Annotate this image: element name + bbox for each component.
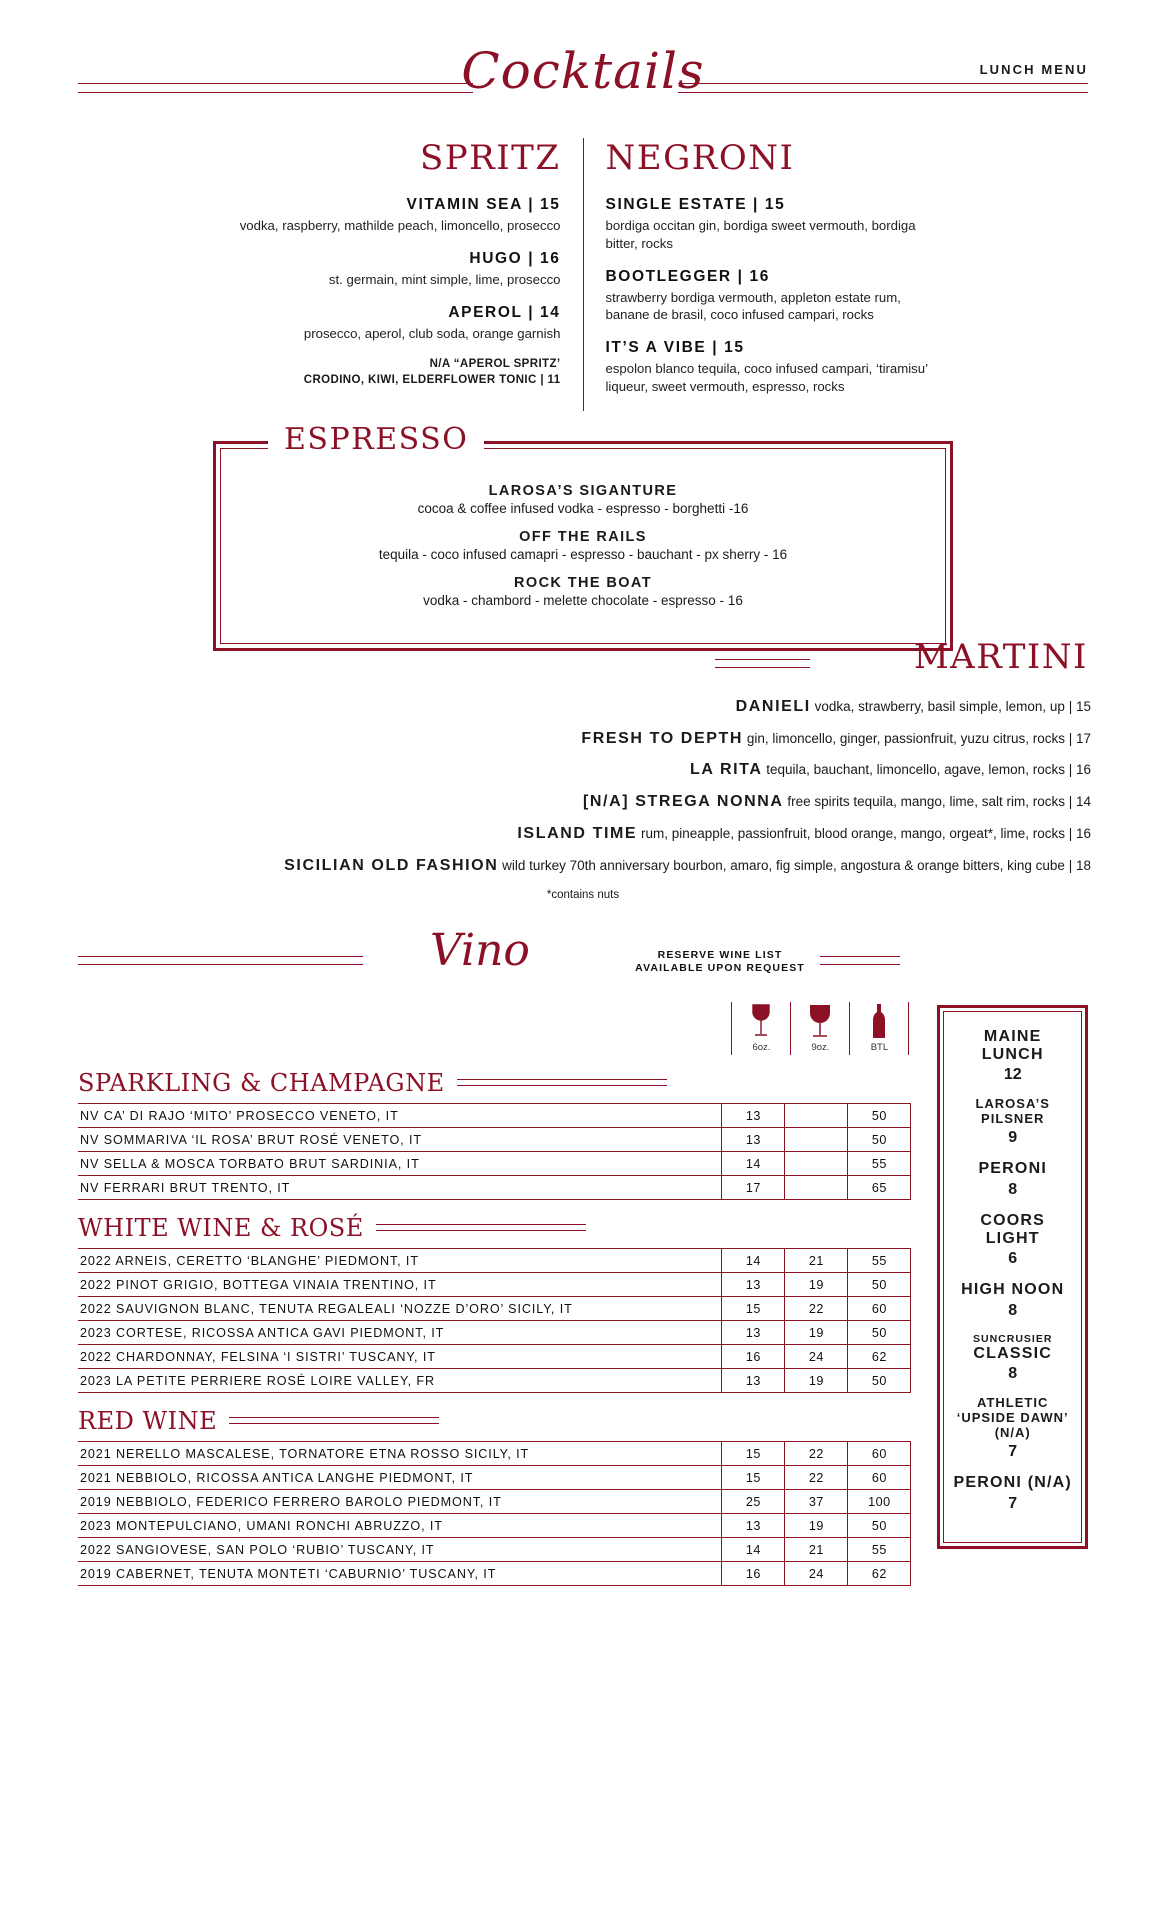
espresso-item (241, 529, 925, 562)
beer-price: 12 (1003, 1066, 1022, 1084)
wine-name: 2022 PINOT GRIGIO, BOTTEGA VINAIA TRENTINO, IT (78, 1272, 722, 1296)
price-6oz: 15 (722, 1441, 785, 1465)
wine-name: 2023 MONTEPULCIANO, UMANI RONCHI ABRUZZO, IT (78, 1513, 722, 1537)
drink-item (606, 196, 936, 253)
table-row (78, 1127, 911, 1151)
price-6oz: 13 (722, 1368, 785, 1392)
price-6oz: 14 (722, 1248, 785, 1272)
beer-name: MAINE LUNCH (981, 1027, 1044, 1064)
martini-price: | 17 (1068, 730, 1091, 746)
price-btl: 55 (848, 1537, 911, 1561)
drink-desc: strawberry bordiga vermouth, appleton estate rum, banane de brasil, coco infused campari, rocks (605, 289, 901, 323)
beer-name: PERONI (N/A) (953, 1474, 1072, 1492)
drink-item (606, 268, 936, 325)
espresso-desc: vodka - chambord - melette chocolate - espresso - 16 (423, 592, 743, 608)
martini-footnote: *contains nuts (546, 888, 620, 901)
six-oz-column-header (731, 1002, 790, 1055)
price-6oz: 14 (722, 1537, 785, 1561)
drink-desc: st. germain, mint simple, lime, prosecco (328, 271, 561, 287)
price-9oz: 19 (785, 1513, 848, 1537)
price-btl: 50 (848, 1368, 911, 1392)
martini-price: | 18 (1068, 857, 1091, 873)
beer-name: SUNCRUSIER (972, 1332, 1053, 1345)
martini-price: | 15 (1068, 698, 1091, 714)
wine-name: 2022 SANGIOVESE, SAN POLO ‘RUBIO’ TUSCANY, IT (78, 1537, 722, 1561)
table-row (78, 1368, 911, 1392)
price-9oz (785, 1127, 848, 1151)
price-btl: 50 (848, 1103, 911, 1127)
table-row (78, 1465, 911, 1489)
beer-price: 8 (1008, 1180, 1018, 1198)
beer-price: 9 (1008, 1129, 1018, 1147)
price-6oz: 16 (722, 1561, 785, 1585)
beer-item (952, 1160, 1073, 1198)
drink-desc: bordiga occitan gin, bordiga sweet vermouth, bordiga bitter, rocks (605, 218, 916, 251)
section-flourish (376, 1224, 586, 1231)
wine-glass-small-icon (732, 1002, 790, 1042)
price-6oz: 16 (722, 1344, 785, 1368)
espresso-item (241, 575, 925, 608)
price-btl: 62 (848, 1344, 911, 1368)
drink-item (231, 250, 561, 289)
price-btl: 50 (848, 1513, 911, 1537)
beer-name: CLASSIC (973, 1344, 1053, 1362)
price-6oz: 13 (722, 1513, 785, 1537)
reserve-note-line1: RESERVE WINE LIST (657, 948, 783, 961)
martini-header (0, 635, 1166, 683)
martini-item (75, 856, 1091, 877)
wine-section-title-text: SPARKLING & CHAMPAGNE (78, 1068, 445, 1097)
spritz-heading: SPRITZ (419, 138, 561, 178)
beer-item (952, 1474, 1073, 1512)
drink-desc: prosecco, aperol, club soda, orange garnish (303, 325, 561, 341)
wine-name: NV SOMMARIVA ‘IL ROSA’ BRUT ROSÉ VENETO, IT (78, 1127, 722, 1151)
martini-price: | 16 (1068, 762, 1091, 778)
martini-desc: tequila, bauchant, limoncello, agave, lemon, rocks (766, 762, 1065, 778)
martini-desc: gin, limoncello, ginger, passionfruit, yuzu citrus, rocks (746, 730, 1065, 746)
price-btl: 65 (848, 1175, 911, 1199)
espresso-item (241, 483, 925, 516)
martini-heading: MARTINI (913, 636, 1088, 677)
drink-name: APEROL | 14 (448, 303, 561, 321)
negroni-column (584, 138, 958, 411)
page-header (0, 0, 1166, 120)
martini-name: SICILIAN OLD FASHION (284, 856, 499, 874)
price-6oz: 13 (722, 1320, 785, 1344)
beer-name: PERONI (978, 1160, 1047, 1178)
price-btl: 55 (848, 1151, 911, 1175)
wine-name: 2023 LA PETITE PERRIERE ROSÉ LOIRE VALLEY, FR (78, 1368, 722, 1392)
reserve-note-line2: AVAILABLE UPON REQUEST (635, 962, 805, 975)
wine-name: NV CA’ DI RAJO ‘MITO’ PROSECCO VENETO, IT (78, 1103, 722, 1127)
cocktail-columns (0, 138, 1166, 411)
wine-list (78, 993, 911, 1586)
price-btl: 60 (848, 1296, 911, 1320)
price-9oz: 22 (785, 1296, 848, 1320)
martini-desc: free spirits tequila, mango, lime, salt rim, rocks (787, 794, 1065, 810)
price-6oz: 25 (722, 1489, 785, 1513)
table-row (78, 1513, 911, 1537)
drink-name: IT’S A VIBE | 15 (605, 339, 745, 357)
drink-item (231, 304, 561, 343)
espresso-desc: tequila - coco infused camapri - espresso - bauchant - px sherry - 16 (378, 546, 788, 562)
wine-name: 2022 CHARDONNAY, FELSINA ‘I SISTRI’ TUSCANY, IT (78, 1344, 722, 1368)
beer-item (952, 1281, 1073, 1319)
wine-name: 2021 NERELLO MASCALESE, TORNATORE ETNA ROSSO SICILY, IT (78, 1441, 722, 1465)
martini-rule (715, 659, 810, 668)
beer-item (952, 1212, 1073, 1269)
beer-price: 8 (1008, 1301, 1018, 1319)
martini-item (75, 760, 1091, 781)
table-row (78, 1320, 911, 1344)
drink-desc: espolon blanco tequila, coco infused campari, ‘tiramisu’ liqueur, sweet vermouth, espresso, rocks (605, 361, 928, 395)
martini-desc: wild turkey 70th anniversary bourbon, amaro, fig simple, angostura & orange bitters, king cube (502, 857, 1065, 873)
price-9oz: 21 (785, 1537, 848, 1561)
martini-desc: rum, pineapple, passionfruit, blood orange, mango, orgeat*, lime, rocks (640, 826, 1065, 842)
price-9oz: 37 (785, 1489, 848, 1513)
price-6oz: 15 (722, 1296, 785, 1320)
wine-section-heading (78, 1407, 911, 1435)
price-9oz: 19 (785, 1272, 848, 1296)
table-row (78, 1272, 911, 1296)
beer-price: 6 (1008, 1250, 1018, 1268)
wine-name: 2022 ARNEIS, CERETTO ‘BLANGHE’ PIEDMONT, IT (78, 1248, 722, 1272)
price-9oz: 19 (785, 1368, 848, 1392)
martini-desc: vodka, strawberry, basil simple, lemon, up (814, 698, 1065, 714)
price-btl: 62 (848, 1561, 911, 1585)
price-btl: 55 (848, 1248, 911, 1272)
martini-item (75, 697, 1091, 718)
beer-item (952, 1396, 1073, 1461)
negroni-heading: NEGRONI (605, 138, 795, 178)
vino-title: Vino (430, 924, 530, 976)
spritz-column (209, 138, 584, 411)
price-9oz: 19 (785, 1320, 848, 1344)
wine-section-title-text: WHITE WINE & ROSÉ (78, 1213, 364, 1242)
price-9oz: 22 (785, 1441, 848, 1465)
martini-list (0, 697, 1166, 877)
table-row (78, 1296, 911, 1320)
table-row (78, 1489, 911, 1513)
price-6oz: 13 (722, 1127, 785, 1151)
price-9oz: 24 (785, 1344, 848, 1368)
espresso-name: LAROSA’S SIGANTURE (488, 482, 678, 499)
drink-desc: vodka, raspberry, mathilde peach, limoncello, prosecco (239, 218, 561, 233)
vino-header (0, 923, 1166, 993)
martini-item (75, 824, 1091, 845)
beer-name: HIGH NOON (961, 1281, 1065, 1299)
martini-price: | 16 (1068, 826, 1091, 842)
wine-section-heading (78, 1214, 911, 1242)
table-row (78, 1175, 911, 1199)
price-btl: 50 (848, 1272, 911, 1296)
drink-name: VITAMIN SEA | 15 (406, 196, 561, 213)
beer-item (952, 1097, 1073, 1147)
espresso-box (213, 421, 953, 651)
nine-oz-label: 9oz. (811, 1041, 830, 1053)
price-9oz (785, 1151, 848, 1175)
wine-price-headers (78, 993, 911, 1055)
beer-name: COORS LIGHT (980, 1211, 1046, 1248)
vino-rule-left (78, 956, 363, 965)
white-wine-table (78, 1248, 911, 1393)
six-oz-label: 6oz. (752, 1041, 771, 1053)
wine-area (0, 993, 1166, 1586)
table-row (78, 1561, 911, 1585)
beer-price: 7 (1008, 1443, 1018, 1461)
beer-price: 8 (1008, 1365, 1018, 1383)
wine-name: NV SELLA & MOSCA TORBATO BRUT SARDINIA, IT (78, 1151, 722, 1175)
vino-rule-right (820, 956, 900, 965)
price-9oz (785, 1103, 848, 1127)
martini-name: ISLAND TIME (517, 825, 638, 843)
price-9oz (785, 1175, 848, 1199)
espresso-heading: ESPRESSO (268, 422, 484, 457)
table-row (78, 1441, 911, 1465)
martini-name: LA RITA (689, 761, 763, 779)
spritz-na-line1: N/A “APEROL SPRITZ’ (429, 358, 561, 371)
price-6oz: 14 (722, 1151, 785, 1175)
price-btl: 60 (848, 1441, 911, 1465)
drink-item (606, 339, 936, 396)
spritz-na-line2: CRODINO, KIWI, ELDERFLOWER TONIC | 11 (303, 373, 561, 386)
beer-item (952, 1028, 1073, 1085)
wine-name: 2019 NEBBIOLO, FEDERICO FERRERO BAROLO PIEDMONT, IT (78, 1489, 722, 1513)
wine-name: NV FERRARI BRUT TRENTO, IT (78, 1175, 722, 1199)
wine-bottle-icon (850, 1002, 908, 1042)
drink-name: HUGO | 16 (469, 249, 561, 267)
reserve-wine-note (630, 949, 810, 976)
price-btl: 50 (848, 1127, 911, 1151)
wine-name: 2023 CORTESE, RICOSSA ANTICA GAVI PIEDMONT, IT (78, 1320, 722, 1344)
price-6oz: 13 (722, 1272, 785, 1296)
price-9oz: 24 (785, 1561, 848, 1585)
bottle-column-header (849, 1002, 909, 1055)
table-row (78, 1103, 911, 1127)
martini-price: | 14 (1068, 794, 1091, 810)
wine-section-title-text: RED WINE (78, 1406, 218, 1435)
drink-name: BOOTLEGGER | 16 (605, 267, 770, 285)
spritz-na-block (231, 357, 561, 388)
martini-name: DANIELI (735, 697, 811, 715)
table-row (78, 1537, 911, 1561)
table-row (78, 1344, 911, 1368)
espresso-inner (220, 448, 946, 644)
wine-glass-large-icon (791, 1002, 849, 1042)
price-9oz: 22 (785, 1465, 848, 1489)
wine-name: 2021 NEBBIOLO, RICOSSA ANTICA LANGHE PIEDMONT, IT (78, 1465, 722, 1489)
beer-name: ATHLETIC ‘UPSIDE DAWN’ (N/A) (956, 1395, 1069, 1441)
price-btl: 50 (848, 1320, 911, 1344)
lunch-menu-label: LUNCH MENU (979, 62, 1088, 77)
martini-name: FRESH TO DEPTH (581, 729, 744, 747)
price-6oz: 15 (722, 1465, 785, 1489)
sparkling-table (78, 1103, 911, 1200)
beer-panel-inner (943, 1011, 1082, 1543)
drink-name: SINGLE ESTATE | 15 (605, 196, 786, 213)
nine-oz-column-header (790, 1002, 849, 1055)
martini-name: [N/A] STREGA NONNA (582, 793, 784, 811)
price-9oz: 21 (785, 1248, 848, 1272)
wine-section-heading (78, 1069, 911, 1097)
price-btl: 60 (848, 1465, 911, 1489)
espresso-desc: cocoa & coffee infused vodka - espresso - borghetti -16 (417, 500, 749, 516)
beer-name: LAROSA’S PILSNER (975, 1096, 1050, 1127)
table-row (78, 1151, 911, 1175)
martini-item (75, 792, 1091, 813)
page-title: Cocktails (461, 42, 705, 100)
wine-name: 2022 SAUVIGNON BLANC, TENUTA REGALEALI ‘NOZZE D’ORO’ SICILY, IT (78, 1296, 722, 1320)
price-btl: 100 (848, 1489, 911, 1513)
espresso-name: ROCK THE BOAT (514, 574, 652, 591)
btl-label: BTL (870, 1041, 889, 1053)
price-6oz: 17 (722, 1175, 785, 1199)
beer-panel (937, 1005, 1088, 1549)
table-row (78, 1248, 911, 1272)
section-flourish (457, 1079, 667, 1086)
section-flourish (229, 1417, 439, 1424)
beer-price: 7 (1008, 1494, 1018, 1512)
wine-name: 2019 CABERNET, TENUTA MONTETI ‘CABURNIO’ TUSCANY, IT (78, 1561, 722, 1585)
drink-item (231, 196, 561, 235)
espresso-section (213, 421, 953, 651)
beer-item (952, 1333, 1073, 1383)
espresso-name: OFF THE RAILS (519, 528, 647, 545)
red-wine-table (78, 1441, 911, 1586)
martini-item (75, 729, 1091, 750)
price-6oz: 13 (722, 1103, 785, 1127)
